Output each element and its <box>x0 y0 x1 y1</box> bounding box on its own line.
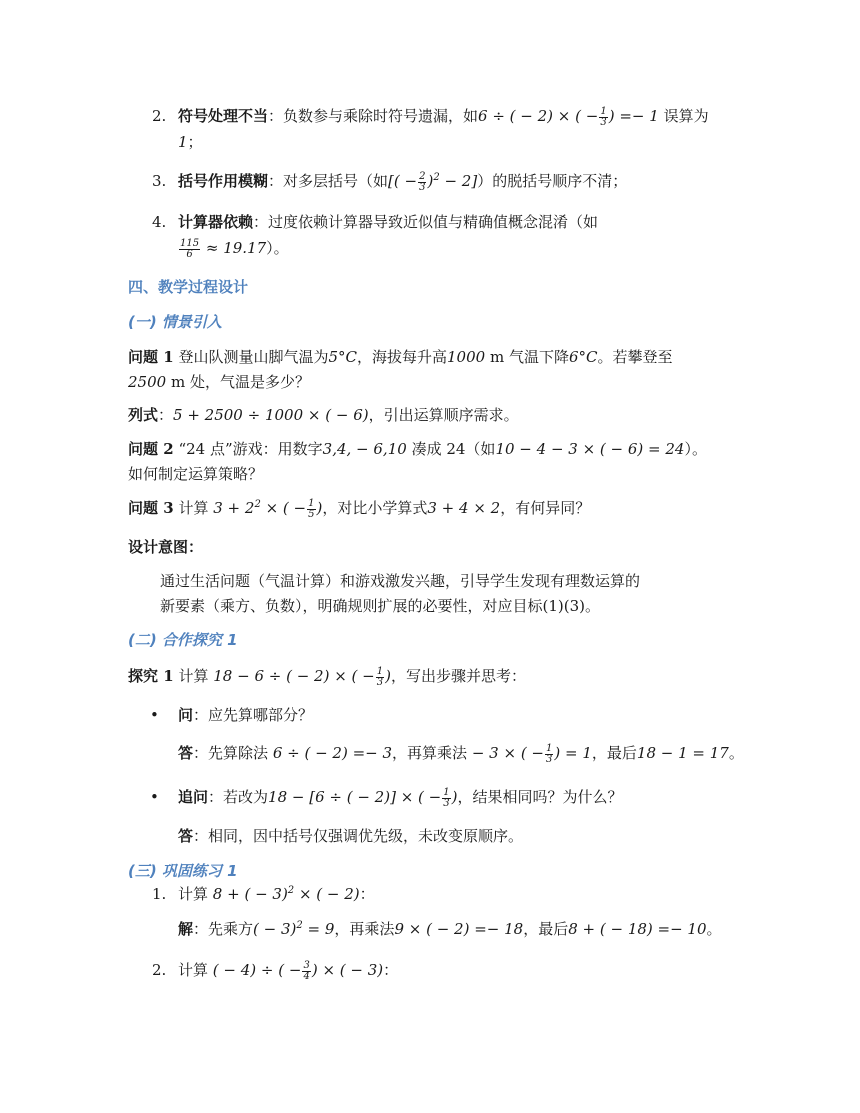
design-intent-text: 通过生活问题（气温计算）和游戏激发兴趣，引导学生发现有理数运算的 <box>160 572 641 590</box>
subsection-heading: (二) 合作探究 1 <box>128 631 238 649</box>
subsection-heading: (三) 巩固练习 1 <box>128 862 238 880</box>
question-2: 问题 2 “24 点”游戏：用数字3,4, − 6,10 凑成 24（如10 − 4 − 3 × ( − 6) = 24）。 <box>128 440 707 458</box>
item-title: 符号处理不当 <box>178 107 269 125</box>
document-page: 2. 符号处理不当：负数参与乘除时符号遗漏，如6 ÷ ( − 2) × ( − $\frac{1}{3}$ ) =− 1 误算为 1； 3. 括号作用模糊：对多层括号（如[( − $\frac{2}{3}$ )$^2$ − 2]）的脱括号顺序不清； 4. 计算器依赖：过度依赖计算器导致近似值与精确值概念混淆（如 $\frac{115}{6}$ ≈ 19.17）。 四、教学过程设计 (一) 情景引入 问题 1 登山队测量山脚气温为5°C，海拔每升高1000 m 气温下降6°C。若攀登至 2500 m 处，气温是多少？ 列式：5 + 2500 ÷ 1000 × ( − 6)，引出运算顺序需求。 问题 2 “24 点”游戏：用数字3,4, − 6,10 凑成 24（如10 − 4 − 3 × ( − 6) = 24）。 如何制定运算策略？ 问题 3 计算 $3 + 2^2$ × ( − $\frac{1}{5}$ )，对比小学算式3 + 4 × 2，有何异同？ 设计意图： 通过生活问题（气温计算）和游戏激发兴趣，引导学生发现有理数运算的 新要素（乘方、负数），明确规则扩展的必要性，对应目标(1)(3)。 (二) 合作探究 1 探究 1 计算 18 − 6 ÷ ( − 2) × ( − $\frac{1}{3}$ )，写出步骤并思考： • 问：应先算哪部分？ 答：先算除法 6 ÷ ( − 2) =− 3，再算乘法 − 3 × ( − $\frac{1}{3}$ ) = 1，最后18 − 1 = 17。 • 追问：若改为18 − [6 ÷ ( − 2)] × ( − $\frac{1}{3}$ )，结果相同吗？为什么？ 答：相同，因中括号仅强调优先级，未改变原顺序。 (三) 巩固练习 1 1. 计算 8 + ( − 3)$^2$ × ( − 2)： 解：先乘方( − 3)$^2$ = 9，再乘法9 × ( − 2) =− 18，最后8 + ( − 18) =− 10。 2. 计算 ( − 4) ÷ ( − $\frac{3}{4}$ ) × ( − 3)： <box>128 105 744 982</box>
fraction: $\frac{3}{4}$ <box>303 959 310 982</box>
explore-1: 探究 1 计算 18 − 6 ÷ ( − 2) × ( − $\frac{1}{3}$ )，写出步骤并思考： <box>128 665 526 688</box>
fraction: $\frac{1}{3}$ <box>443 786 450 809</box>
fraction: $\frac{2}{3}$ <box>419 170 426 193</box>
fraction: $\frac{1}{5}$ <box>308 497 315 520</box>
list-number: 2. <box>152 107 167 125</box>
subsection-heading: (一) 情景引入 <box>128 313 222 331</box>
item-title: 计算器依赖 <box>178 213 254 231</box>
answer: 答：相同，因中括号仅强调优先级，未改变原顺序。 <box>178 827 524 845</box>
fraction: $\frac{1}{3}$ <box>546 742 553 765</box>
item-title: 括号作用模糊 <box>178 172 269 190</box>
fraction: $\frac{1}{3}$ <box>600 105 607 128</box>
question-1: 问题 1 登山队测量山脚气温为5°C，海拔每升高1000 m 气温下降6°C。若攀登至 <box>128 348 673 366</box>
solution: 解：先乘方( − 3)$^2$ = 9，再乘法9 × ( − 2) =− 18，最后8 + ( − 18) =− 10。 <box>178 920 722 938</box>
fraction: $\frac{1}{3}$ <box>376 665 384 688</box>
answer: 答：先算除法 6 ÷ ( − 2) =− 3，再算乘法 − 3 × ( − $\frac{1}{3}$ ) = 1，最后18 − 1 = 17。 <box>178 742 744 765</box>
design-intent-label: 设计意图： <box>128 538 204 556</box>
question-3: 问题 3 计算 $3 + 2^2$ × ( − $\frac{1}{5}$ )，对比小学算式3 + 4 × 2，有何异同？ <box>128 497 591 520</box>
formula-line: 列式：5 + 2500 ÷ 1000 × ( − 6)，引出运算顺序需求。 <box>128 406 519 424</box>
fraction: $\frac{115}{6}$ <box>180 237 200 260</box>
section-heading: 四、教学过程设计 <box>128 278 249 296</box>
